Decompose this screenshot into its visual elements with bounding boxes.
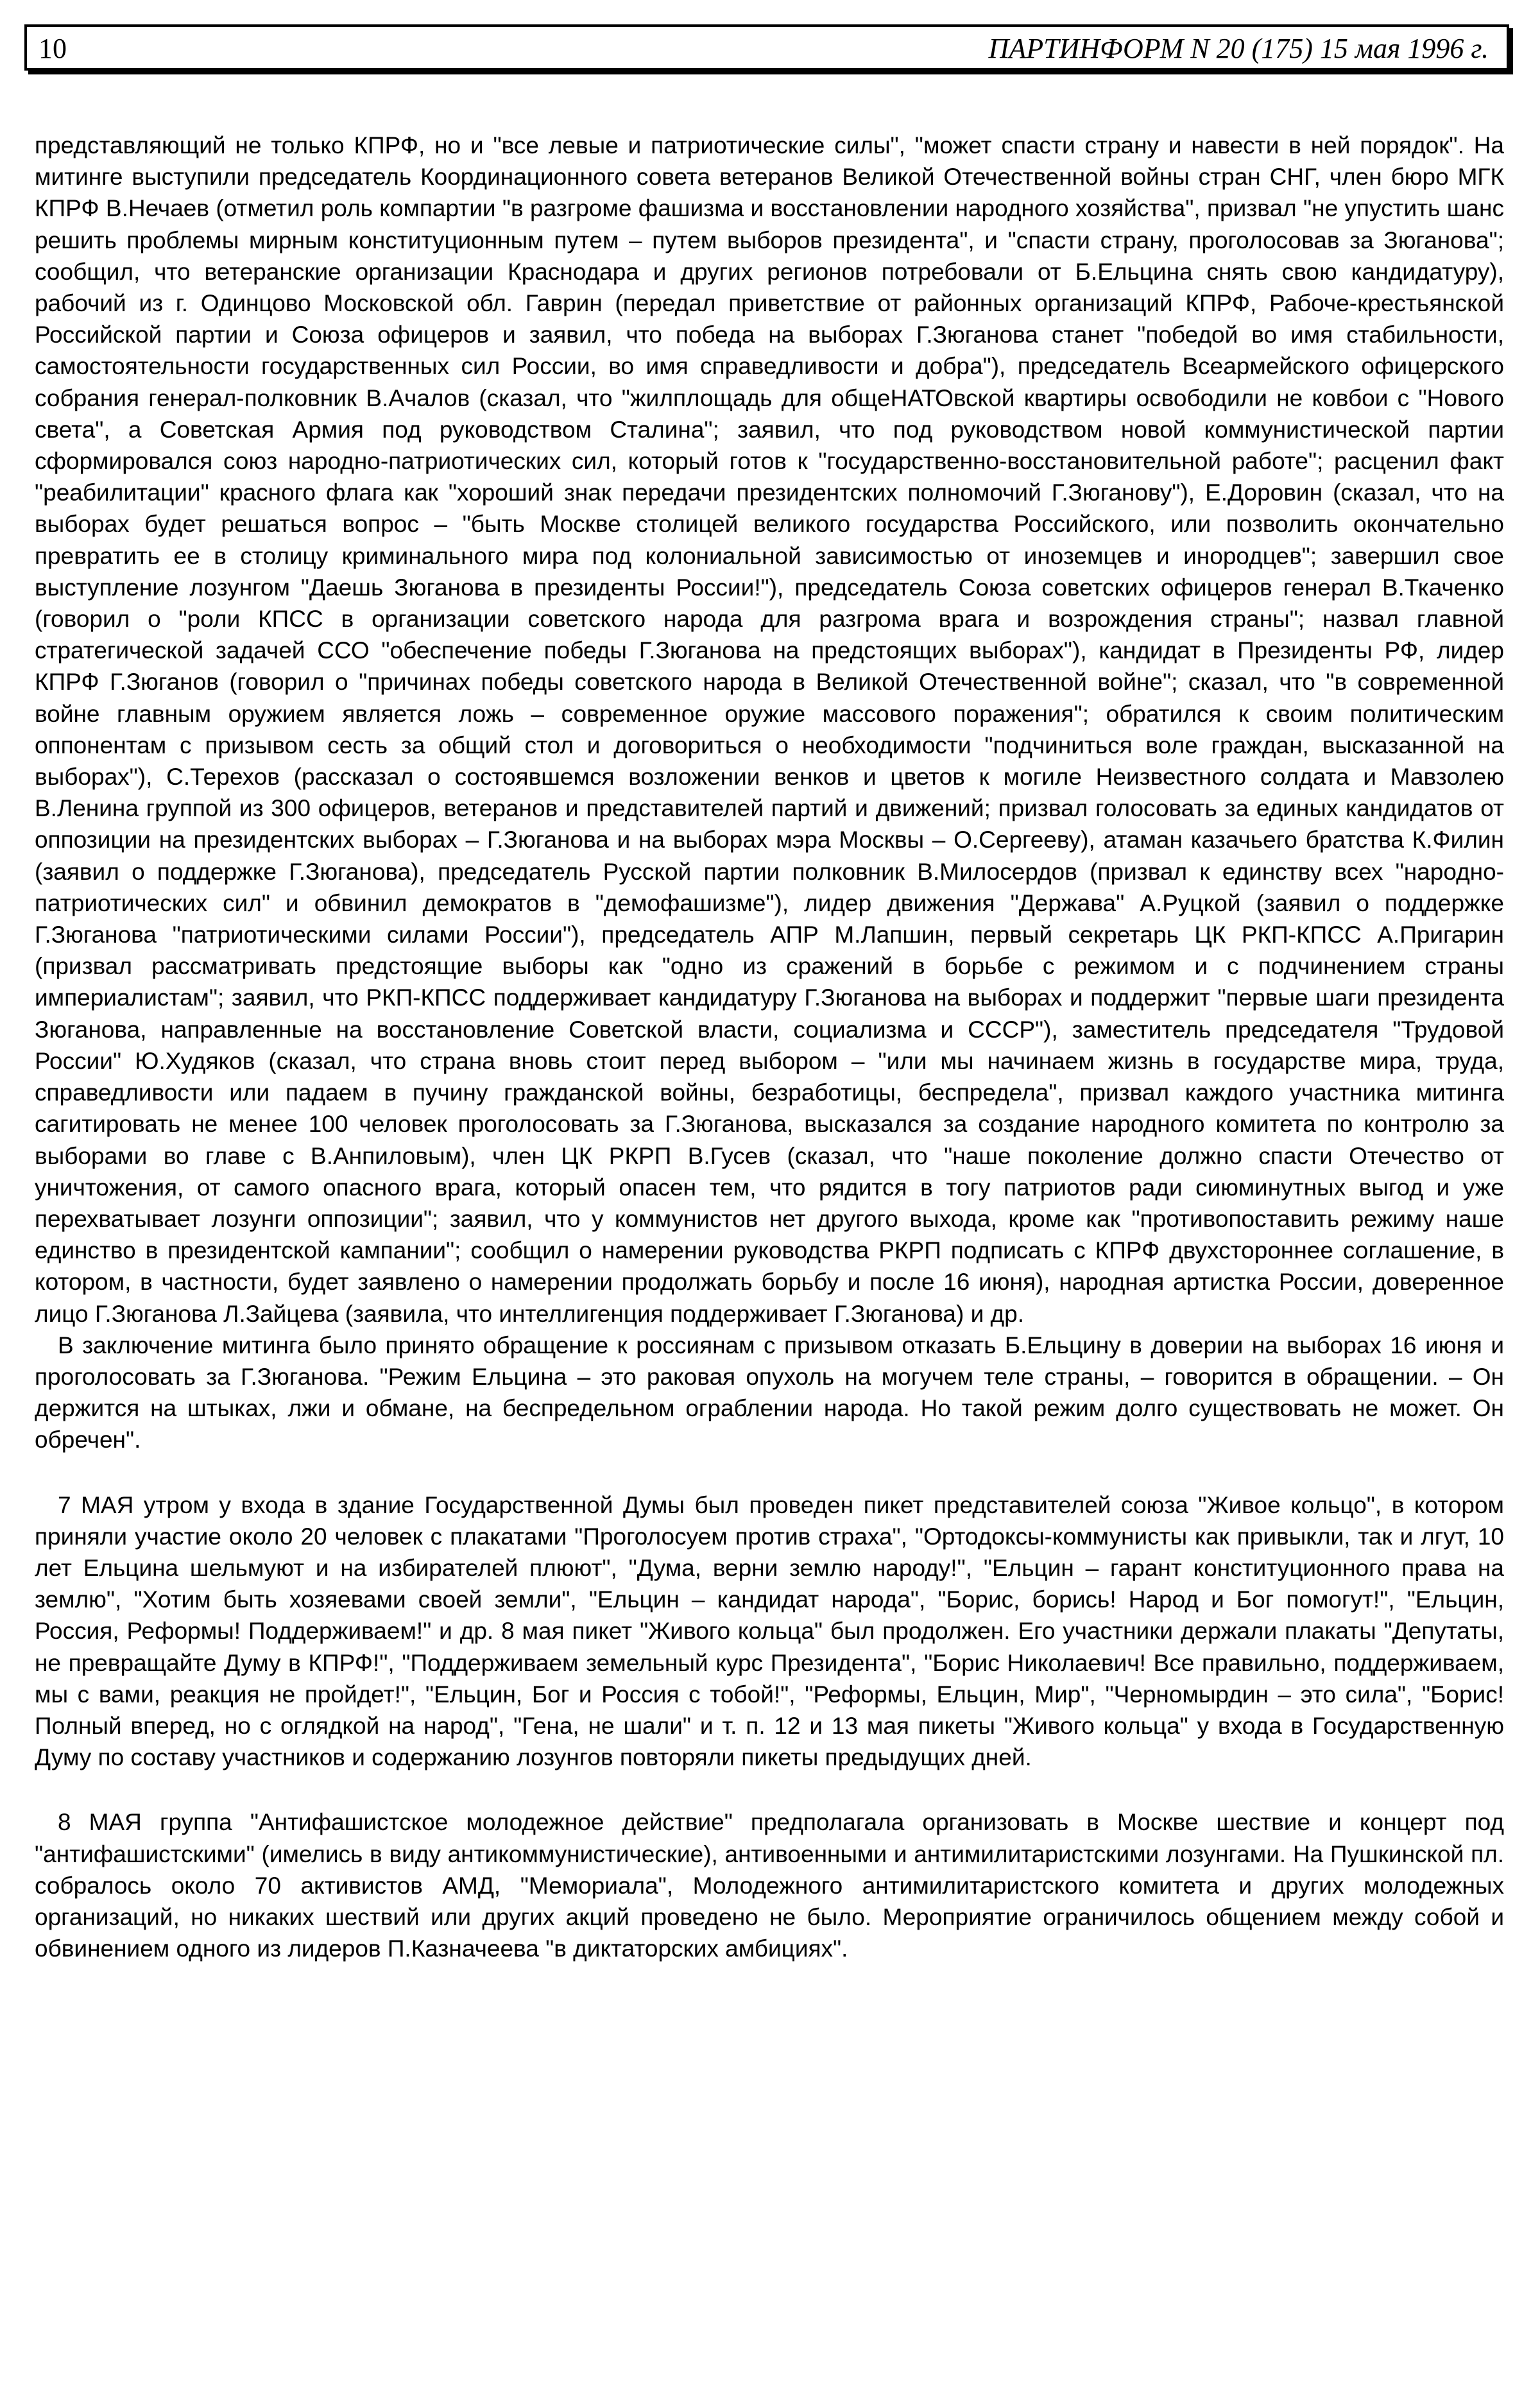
paragraph-may-7: 7 МАЯ утром у входа в здание Государственной Думы был проведен пикет представителей союза "Живое кольцо", в котором приняли участие около 20 человек с плакатами "Проголосуем против страха", "Ортодоксы-коммунисты как привыкли, так и лгут, 10 лет Ельцина шельмуют и на избирателей плюют", "Дума, верни землю народу!", "Ельцин – гарант конституционного права на землю", "Хотим быть хозяевами своей земли", "Ельцин – кандидат народа", "Борис, борись! Народ и Бог помогут!", "Ельцин, Россия, Реформы! Поддерживаем!" и др. 8 мая пикет "Живого кольца" был продолжен. Его участники держали плакаты "Депутаты, не превращайте Думу в КПРФ!", "Поддерживаем земельный курс Президента", "Борис Николаевич! Все правильно, поддерживаем, мы с вами, реакция не пройдет!", "Ельцин, Бог и Россия с тобой!", "Реформы, Ельцин, Мир", "Черномырдин – это сила", "Борис! Полный вперед, но с оглядкой на народ", "Гена, не шали" и т. п. 12 и 13 мая пикеты "Живого кольца" у входа в Государственную Думу по составу участников и содержанию лозунгов повторяли пикеты предыдущих дней. bbox=[35, 1491, 1504, 1771]
paragraph-may-8: 8 МАЯ группа "Антифашистское молодежное действие" предполагала организовать в Москве шествие и концерт под "антифашистскими" (имелись в виду антикоммунистические), антивоенными и антимилитаристскими лозунгами. На Пушкинской пл. собралось около 70 активистов АМД, "Мемориала", Молодежного антимилитаристского комитета и других молодежных организаций, но никаких шествий или других акций проведено не было. Мероприятие ограничилось общением между собой и обвинением одного из лидеров П.Казначеева "в диктаторских амбициях". bbox=[35, 1809, 1504, 1962]
running-title: ПАРТИНФОРМ N 20 (175) 15 мая 1996 г. bbox=[988, 33, 1489, 64]
page-number: 10 bbox=[38, 33, 67, 64]
page-header bbox=[24, 24, 1509, 71]
paragraph-gap bbox=[35, 1456, 1504, 1489]
paragraph-rally-appeal: В заключение митинга было принято обращение к россиянам с призывом отказать Б.Ельцину в доверии на выборах 16 июня и проголосовать за Г.Зюганова. "Режим Ельцина – это раковая опухоль на могучем теле страны, – говорится в обращении. – Он держится на штыках, лжи и обмане, на беспредельном ограблении народа. Но такой режим долго существовать не может. Он обречен". bbox=[35, 1332, 1504, 1453]
paragraph-rally-speakers: представляющий не только КПРФ, но и "все левые и патриотические силы", "может спасти страну и навести в ней порядок". На митинге выступили председатель Координационного совета ветеранов Великой Отечественной войны стран СНГ, член бюро МГК КПРФ В.Нечаев (отметил роль компартии "в разгроме фашизма и восстановлении народного хозяйства", призвал "не упустить шанс решить проблемы мирным конституционным путем – путем выборов президента", и "спасти страну, проголосовав за Зюганова"; сообщил, что ветеранские организации Краснодара и других регионов потребовали от Б.Ельцина снять свою кандидатуру), рабочий из г. Одинцово Московской обл. Гаврин (передал приветствие от районных организаций КПРФ, Рабоче-крестьянской Российской партии и Союза офицеров и заявил, что победа на выборах Г.Зюганова станет "победой во имя стабильности, самостоятельности государственных сил России, во имя справедливости и добра"), председатель Всеармейского офицерского собрания генерал-полковник В.Ачалов (сказал, что "жилплощадь для общеНАТОвской квартиры освободили не ковбои с "Нового света", а Советская Армия под руководством Сталина"; заявил, что под руководством новой коммунистической партии сформировался союз народно-патриотических сил, который готов к "государственно-восстановительной работе"; расценил факт "реабилитации" красного флага как "хороший знак передачи президентских полномочий Г.Зюганову"), Е.Доровин (сказал, что на выборах будет решаться вопрос – "быть Москве столицей великого государства Российского, или позволить окончательно превратить ее в столицу криминального мира под колониальной зависимостью от иноземцев и инородцев"; завершил свое выступление лозунгом "Даешь Зюганова в президенты России!"), председатель Союза советских офицеров генерал В.Ткаченко (говорил о "роли КПСС в организации советского народа для разгрома врага и возрождения страны"; назвал главной стратегической задачей ССО "обеспечение победы Г.Зюганова на предстоящих выборах"), кандидат в Президенты РФ, лидер КПРФ Г.Зюганов (говорил о "причинах победы советского народа в Великой Отечественной войне"; сказал, что "в современной войне главным оружием является ложь – современное оружие массового поражения"; обратился к своим политическим оппонентам с призывом сесть за общий стол и договориться о необходимости "подчиниться воле граждан, высказанной на выборах"), С.Терехов (рассказал о состоявшемся возложении венков и цветов к могиле Неизвестного солдата и Мавзолею В.Ленина группой из 300 офицеров, ветеранов и представителей партий и движений; призвал голосовать за единых кандидатов от оппозиции на президентских выборах – Г.Зюганова и на выборах мэра Москвы – О.Сергееву), атаман казачьего братства К.Филин (заявил о поддержке Г.Зюганова), председатель Русской партии полковник В.Милосердов (призвал к единству всех "народно-патриотических сил" и обвинил демократов в "демофашизме"), лидер движения "Держава" А.Руцкой (заявил о поддержке Г.Зюганова "патриотическими силами России"), председатель АПР М.Лапшин, первый секретарь ЦК РКП-КПСС А.Пригарин (призвал рассматривать предстоящие выборы как "одно из сражений в борьбе с режимом и с подчинением страны империалистам"; заявил, что РКП-КПСС поддерживает кандидатуру Г.Зюганова на выборах и поддержит "первые шаги президента Зюганова, направленные на восстановление Советской власти, социализма и СССР"), заместитель председателя "Трудовой России" Ю.Худяков (сказал, что страна вновь стоит перед выбором – "или мы начинаем жизнь в государстве мира, труда, справедливости или падаем в пучину гражданской войны, безработицы, беспредела", призвал каждого участника митинга сагитировать не менее 100 человек проголосовать за Г.Зюганова, высказался за создание народного комитета по контролю за выборами во главе с В.Анпиловым), член ЦК РКРП В.Гусев (сказал, что "наше поколение должно спасти Отечество от уничтожения, от самого опасного врага, который опасен тем, что рядится в тогу патриотов ради сиюминутных выгод и уже перехватывает лозунги оппозиции"; заявил, что у коммунистов нет другого выхода, кроме как "противопоставить режиму наше единство в президентской кампании"; сообщил о намерении руководства РКРП подписать с КПРФ двухстороннее соглашение, в котором, в частности, будет заявлено о намерении продолжать борьбу и после 16 июня), народная артистка России, доверенное лицо Г.Зюганова Л.Зайцева (заявила, что интеллигенция поддерживает Г.Зюганова) и др. bbox=[35, 132, 1504, 1327]
article-body bbox=[35, 130, 1504, 1964]
paragraph-gap bbox=[35, 1773, 1504, 1806]
